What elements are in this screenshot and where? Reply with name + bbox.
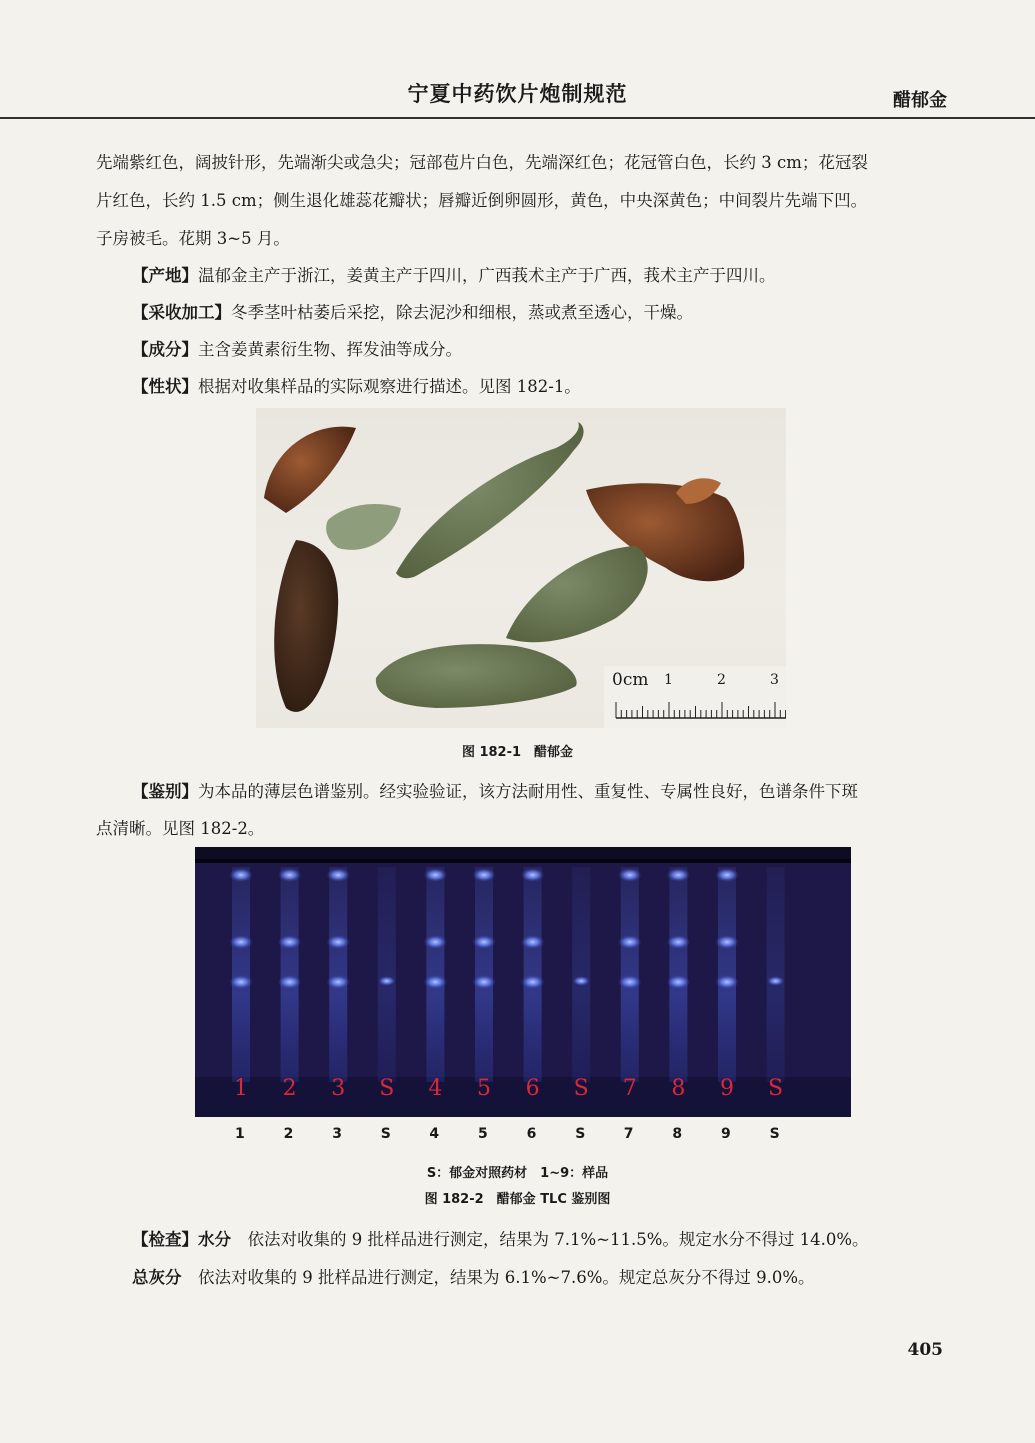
tlc-spot	[618, 868, 642, 882]
water-text: 依法对收集的 9 批样品进行测定，结果为 7.1%~11.5%。规定水分不得过 14.0%。	[247, 1230, 869, 1249]
tlc-spot	[767, 976, 785, 986]
tlc-spot	[666, 868, 690, 882]
scale-tick-label: 1	[664, 672, 673, 688]
tlc-plate-lane-number: 9	[720, 1076, 734, 1101]
tlc-spot	[229, 868, 253, 882]
figure-2-legend: S：郁金对照药材 1~9：样品	[426, 1166, 609, 1181]
ash-label: 总灰分	[132, 1268, 182, 1287]
tlc-spot	[715, 975, 739, 989]
harvest-label: 【采收加工】	[132, 303, 231, 322]
tlc-plate-lane-number: 6	[525, 1076, 540, 1101]
scale-zero-label: 0cm	[612, 670, 649, 690]
ash-paragraph	[132, 1265, 992, 1290]
tlc-lane	[521, 867, 545, 1101]
character-label: 【性状】	[132, 377, 198, 396]
tlc-lane-streak	[621, 867, 639, 1082]
tlc-plate-lane-number: 3	[331, 1076, 346, 1101]
scale-tick-label: 3	[770, 672, 779, 688]
tlc-lane	[378, 867, 396, 1101]
tlc-plate-lane-number: 5	[477, 1076, 491, 1101]
tlc-spot	[666, 935, 690, 949]
tlc-plate-lane-number: 4	[428, 1076, 443, 1101]
origin-label: 【产地】	[132, 266, 198, 285]
origin-text: 温郁金主产于浙江，姜黄主产于四川，广西莪术主产于广西，莪术主产于四川。	[198, 266, 776, 285]
tlc-spot	[521, 975, 545, 989]
tlc-spot	[423, 975, 447, 989]
body-line: 先端紫红色，阔披针形，先端渐尖或急尖；冠部苞片白色，先端深红色；花冠管白色，长约 3 cm；花冠裂	[96, 153, 868, 172]
tlc-lane-streak	[329, 867, 347, 1082]
harvest-text: 冬季茎叶枯萎后采挖，除去泥沙和细根，蒸或煮至透心，干燥。	[231, 303, 693, 322]
tlc-plate-lane-number: S	[379, 1076, 395, 1101]
tlc-lane	[715, 867, 739, 1101]
tlc-lane-streak	[524, 867, 542, 1082]
tlc-lane-streak	[767, 867, 785, 1082]
check-paragraph	[132, 1227, 992, 1252]
composition-paragraph	[132, 337, 992, 362]
tlc-lane-label: 7	[623, 1126, 634, 1142]
tlc-lane-label: 6	[526, 1126, 537, 1142]
running-header-title: 宁夏中药饮片炮制规范	[407, 82, 628, 106]
tlc-spot	[715, 868, 739, 882]
tlc-lane-streak	[718, 867, 736, 1082]
tlc-plate-lane-number: 2	[282, 1076, 297, 1101]
tlc-lane	[423, 867, 447, 1101]
tlc-spot	[278, 935, 302, 949]
body-line: 子房被毛。花期 3~5 月。	[96, 229, 290, 248]
tlc-spot	[423, 935, 447, 949]
tlc-lane-streak	[426, 867, 444, 1082]
tlc-plate-drawing	[195, 847, 851, 1117]
header-rule	[0, 117, 1035, 119]
tlc-spot	[521, 868, 545, 882]
composition-label: 【成分】	[132, 340, 198, 359]
tlc-plate-lane-number: 7	[622, 1076, 637, 1101]
ash-text: 依法对收集的 9 批样品进行测定，结果为 6.1%~7.6%。规定总灰分不得过 9.0%。	[198, 1268, 815, 1287]
tlc-spot	[229, 935, 253, 949]
tlc-lane-streak	[475, 867, 493, 1082]
identification-continued: 点清晰。见图 182-2。	[96, 819, 265, 838]
tlc-lane-streak	[378, 867, 396, 1082]
tlc-spot	[572, 976, 590, 986]
tlc-plate-lane-number: 1	[234, 1076, 248, 1101]
tlc-plate-lane-number: S	[768, 1076, 784, 1101]
tlc-lane	[767, 867, 785, 1101]
tlc-lane-label: 3	[332, 1126, 342, 1142]
tlc-spot	[521, 935, 545, 949]
tlc-spot	[472, 975, 496, 989]
tlc-lane	[666, 867, 690, 1101]
tlc-lane-label: 2	[283, 1126, 294, 1142]
tlc-spot	[423, 868, 447, 882]
tlc-spot	[666, 975, 690, 989]
tlc-lane-streak	[281, 867, 299, 1082]
tlc-lane	[618, 867, 642, 1101]
figure-2-caption: 图 182-2 醋郁金 TLC 鉴别图	[424, 1192, 611, 1207]
identification-paragraph	[132, 779, 992, 804]
tlc-spot	[278, 975, 302, 989]
check-label: 【检查】	[132, 1230, 198, 1249]
identification-text: 为本品的薄层色谱鉴别。经实验验证，该方法耐用性、重复性、专属性良好，色谱条件下斑	[198, 782, 858, 801]
tlc-plate-lane-number: 8	[671, 1076, 686, 1101]
tlc-lane	[572, 867, 590, 1101]
running-header-section: 醋郁金	[893, 90, 947, 111]
tlc-lane-streak	[232, 867, 250, 1082]
tlc-spot	[618, 975, 642, 989]
tlc-lane-label: 4	[429, 1126, 440, 1142]
body-line: 片红色，长约 1.5 cm；侧生退化雄蕊花瓣状；唇瓣近倒卵圆形，黄色，中央深黄色；中间裂片先端下凹。	[96, 191, 868, 210]
tlc-lane-label: 8	[672, 1126, 683, 1142]
tlc-lane	[229, 867, 253, 1101]
tlc-spot	[378, 976, 396, 986]
tlc-lane-label: 1	[235, 1126, 245, 1142]
scale-tick-label: 2	[717, 672, 726, 688]
tlc-spot	[472, 868, 496, 882]
specimen-photo	[256, 408, 786, 728]
tlc-lane	[278, 867, 302, 1101]
tlc-lane	[472, 867, 496, 1101]
tlc-lane-label: S	[769, 1126, 780, 1142]
tlc-spot	[326, 868, 350, 882]
tlc-spot	[229, 975, 253, 989]
tlc-spot	[618, 935, 642, 949]
tlc-spot	[326, 935, 350, 949]
page-number: 405	[907, 1340, 943, 1360]
composition-text: 主含姜黄素衍生物、挥发油等成分。	[198, 340, 462, 359]
identification-label: 【鉴别】	[132, 782, 198, 801]
tlc-plate	[195, 847, 851, 1117]
character-paragraph	[132, 374, 992, 399]
origin-paragraph	[132, 263, 992, 288]
tlc-lane-label: S	[575, 1126, 586, 1142]
tlc-lane-label: 5	[478, 1126, 488, 1142]
harvest-paragraph	[132, 300, 992, 325]
tlc-spot	[326, 975, 350, 989]
tlc-lane-streak	[572, 867, 590, 1082]
tlc-lane-label: S	[380, 1126, 391, 1142]
tlc-spot	[472, 935, 496, 949]
tlc-plate-lane-number: S	[573, 1076, 589, 1101]
tlc-spot	[715, 935, 739, 949]
figure-1-caption: 图 182-1 醋郁金	[461, 745, 574, 760]
water-label: 水分	[198, 1230, 231, 1249]
tlc-lane	[326, 867, 350, 1101]
tlc-lane-label: 9	[721, 1126, 731, 1142]
tlc-lane-streak	[669, 867, 687, 1082]
tlc-spot	[278, 868, 302, 882]
specimen-photo-drawing	[256, 408, 786, 728]
character-text: 根据对收集样品的实际观察进行描述。见图 182-1。	[198, 377, 581, 396]
